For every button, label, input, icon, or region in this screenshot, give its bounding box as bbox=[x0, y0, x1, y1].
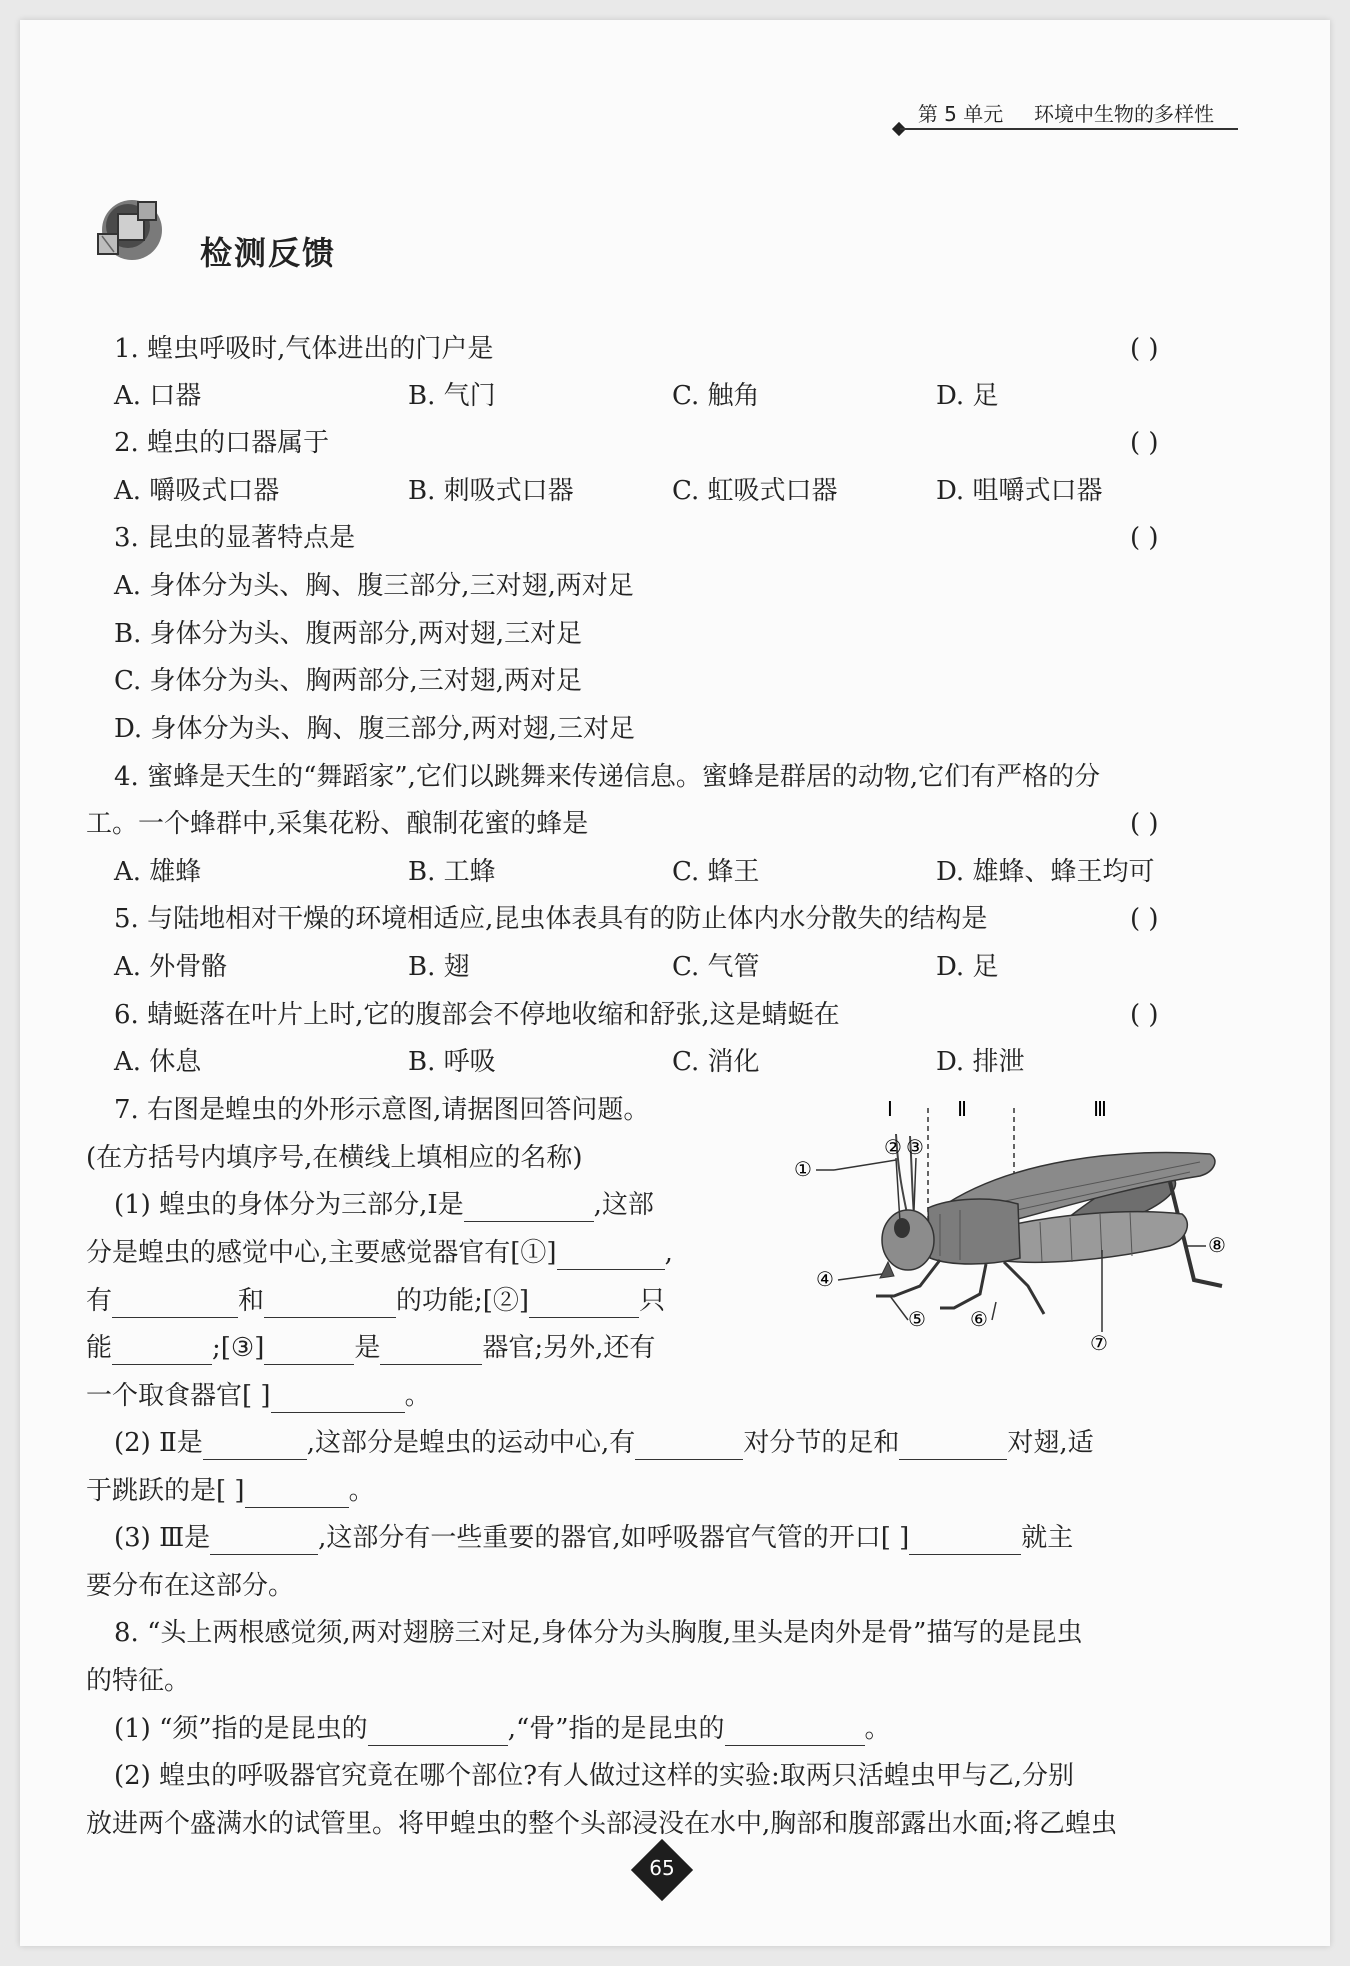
answer-blank[interactable] bbox=[557, 1243, 665, 1270]
q5-option-b: B. 翅 bbox=[408, 952, 470, 982]
q7-p1-text: (1) 蝗虫的身体分为三部分,Ⅰ是 bbox=[114, 1190, 464, 1220]
q2-option-b: B. 刺吸式口器 bbox=[408, 476, 574, 506]
answer-blank[interactable] bbox=[368, 1719, 508, 1746]
q7-p1-text: 的功能;[②] bbox=[396, 1286, 530, 1316]
q7-p1-text: 是 bbox=[354, 1333, 381, 1363]
mid-leg bbox=[940, 1264, 986, 1308]
q7-p2-line1 bbox=[114, 1426, 1094, 1460]
q7-p1-text: 分是蝗虫的感觉中心,主要感觉器官有[①] bbox=[86, 1238, 557, 1268]
answer-blank[interactable] bbox=[210, 1528, 318, 1555]
answer-blank[interactable] bbox=[203, 1433, 307, 1460]
answer-blank[interactable] bbox=[899, 1433, 1007, 1460]
q5-option-c: C. 气管 bbox=[672, 952, 760, 982]
q5-option-a: A. 外骨骼 bbox=[114, 952, 228, 982]
q5-option-d: D. 足 bbox=[936, 952, 999, 982]
figure-label-5: ⑤ bbox=[908, 1307, 926, 1331]
q7-p1-line5 bbox=[86, 1379, 431, 1413]
q7-p3-line1 bbox=[114, 1521, 1073, 1555]
q8-text: ,“骨”指的是昆虫的 bbox=[507, 1714, 725, 1744]
region-label-iii: Ⅲ bbox=[1093, 1097, 1107, 1121]
q7-p1-line3 bbox=[86, 1284, 665, 1318]
q4-option-c: C. 蜂王 bbox=[672, 857, 760, 887]
q2-option-a: A. 嚼吸式口器 bbox=[114, 476, 280, 506]
q1-option-d: D. 足 bbox=[936, 381, 999, 411]
figure-label-6: ⑥ bbox=[970, 1307, 988, 1331]
q7-p3-text: ,这部分有一些重要的器官,如呼吸器官气管的开口[ ] bbox=[318, 1523, 910, 1553]
answer-blank[interactable] bbox=[112, 1291, 238, 1318]
q3-answer-paren: ( ) bbox=[1130, 523, 1159, 553]
q5-answer-paren: ( ) bbox=[1130, 904, 1159, 934]
q8-sub1 bbox=[114, 1712, 891, 1746]
q7-p1-text: 能 bbox=[86, 1333, 113, 1363]
answer-blank[interactable] bbox=[464, 1195, 594, 1222]
q7-p2-text: 。 bbox=[348, 1476, 375, 1506]
q6-stem: 6. 蜻蜓落在叶片上时,它的腹部会不停地收缩和舒张,这是蜻蜓在 bbox=[114, 1000, 840, 1030]
header-unit: 第 5 单元 bbox=[917, 102, 1004, 126]
q7-p3-line2: 要分布在这部分。 bbox=[86, 1571, 295, 1601]
q4-line1: 4. 蜜蜂是天生的“舞蹈家”,它们以跳舞来传递信息。蜜蜂是群居的动物,它们有严格的分 bbox=[114, 762, 1101, 792]
q7-p2-text: 对分节的足和 bbox=[743, 1428, 900, 1458]
q8-text: (1) “须”指的是昆虫的 bbox=[114, 1714, 368, 1744]
q8-line1: 8. “头上两根感觉须,两对翅膀三对足,身体分为头胸腹,里头是肉外是骨”描写的是昆虫 bbox=[114, 1618, 1083, 1648]
head bbox=[882, 1210, 934, 1270]
q1-option-b: B. 气门 bbox=[408, 381, 496, 411]
q7-p2-text: 对翅,适 bbox=[1007, 1428, 1094, 1458]
figure-label-7: ⑦ bbox=[1090, 1331, 1108, 1355]
region-label-ii: Ⅱ bbox=[957, 1097, 967, 1121]
q7-p2-line2 bbox=[86, 1474, 375, 1508]
answer-blank[interactable] bbox=[245, 1481, 349, 1508]
q2-stem: 2. 蝗虫的口器属于 bbox=[114, 428, 330, 458]
q7-p2-text: ,这部分是蝗虫的运动中心,有 bbox=[306, 1428, 636, 1458]
q2-option-d: D. 咀嚼式口器 bbox=[936, 476, 1103, 506]
answer-blank[interactable] bbox=[264, 1338, 354, 1365]
q1-option-a: A. 口器 bbox=[114, 381, 202, 411]
q6-option-c: C. 消化 bbox=[672, 1047, 760, 1077]
q3-option-b: B. 身体分为头、腹两部分,两对翅,三对足 bbox=[114, 619, 583, 649]
thorax bbox=[928, 1199, 1020, 1264]
figure-label-4: ④ bbox=[816, 1267, 834, 1291]
figure-label-1: ① bbox=[794, 1157, 812, 1181]
region-label-i: Ⅰ bbox=[887, 1097, 893, 1121]
cube-section-icon bbox=[88, 196, 192, 268]
q7-p1-text: 。 bbox=[404, 1381, 431, 1411]
q6-answer-paren: ( ) bbox=[1130, 1000, 1159, 1030]
q7-p1-text: 器官;另外,还有 bbox=[482, 1333, 656, 1363]
q8-text: 。 bbox=[864, 1714, 891, 1744]
figure-label-2: ② bbox=[884, 1135, 902, 1159]
q7-p1-line4 bbox=[86, 1331, 655, 1365]
figure-label-8: ⑧ bbox=[1208, 1233, 1226, 1257]
q3-option-a: A. 身体分为头、胸、腹三部分,三对翅,两对足 bbox=[114, 571, 634, 601]
q7-p1-text: 有 bbox=[86, 1286, 113, 1316]
figure-label-3: ③ bbox=[906, 1135, 924, 1159]
q7-line2: (在方括号内填序号,在横线上填相应的名称) bbox=[86, 1143, 583, 1173]
q7-p1-text: , bbox=[664, 1238, 673, 1268]
q1-option-c: C. 触角 bbox=[672, 381, 760, 411]
page-number: 65 bbox=[649, 1856, 675, 1880]
q7-p1-text: ;[③] bbox=[212, 1333, 265, 1363]
answer-blank[interactable] bbox=[112, 1338, 212, 1365]
answer-blank[interactable] bbox=[725, 1719, 865, 1746]
answer-blank[interactable] bbox=[264, 1291, 396, 1318]
q4-line2: 工。一个蜂群中,采集花粉、酿制花蜜的蜂是 bbox=[86, 809, 589, 839]
grasshopper-figure bbox=[790, 1090, 1240, 1360]
q7-p3-text: (3) Ⅲ是 bbox=[114, 1523, 211, 1553]
q6-option-a: A. 休息 bbox=[114, 1047, 202, 1077]
answer-blank[interactable] bbox=[635, 1433, 743, 1460]
q1-answer-paren: ( ) bbox=[1130, 334, 1159, 364]
q7-p2-text: (2) Ⅱ是 bbox=[114, 1428, 203, 1458]
q4-answer-paren: ( ) bbox=[1130, 809, 1159, 839]
q4-option-a: A. 雄蜂 bbox=[114, 857, 202, 887]
q7-p1-text: 一个取食器官[ ] bbox=[86, 1381, 271, 1411]
answer-blank[interactable] bbox=[529, 1291, 639, 1318]
q2-option-c: C. 虹吸式口器 bbox=[672, 476, 838, 506]
q8-sub2-line1: (2) 蝗虫的呼吸器官究竟在哪个部位?有人做过这样的实验:取两只活蝗虫甲与乙,分别 bbox=[114, 1761, 1075, 1791]
q7-p1-line2 bbox=[86, 1236, 673, 1270]
answer-blank[interactable] bbox=[380, 1338, 482, 1365]
q8-line2: 的特征。 bbox=[86, 1666, 191, 1696]
q8-sub2-line2: 放进两个盛满水的试管里。将甲蝗虫的整个头部浸没在水中,胸部和腹部露出水面;将乙蝗虫 bbox=[86, 1809, 1118, 1839]
answer-blank[interactable] bbox=[909, 1528, 1021, 1555]
q7-p1-text: 只 bbox=[639, 1286, 666, 1316]
answer-blank[interactable] bbox=[271, 1386, 405, 1413]
q7-p1-text: ,这部 bbox=[593, 1190, 654, 1220]
worksheet-page bbox=[20, 20, 1330, 1946]
section-title: 检测反馈 bbox=[200, 234, 337, 272]
q5-stem: 5. 与陆地相对干燥的环境相适应,昆虫体表具有的防止体内水分散失的结构是 bbox=[114, 904, 988, 934]
q3-stem: 3. 昆虫的显著特点是 bbox=[114, 523, 356, 553]
q6-option-d: D. 排泄 bbox=[936, 1047, 1025, 1077]
q7-p3-text: 就主 bbox=[1021, 1523, 1074, 1553]
q7-p2-text: 于跳跃的是[ ] bbox=[86, 1476, 245, 1506]
q2-answer-paren: ( ) bbox=[1130, 428, 1159, 458]
q7-line1: 7. 右图是蝗虫的外形示意图,请据图回答问题。 bbox=[114, 1095, 650, 1125]
q7-p1-text: 和 bbox=[238, 1286, 265, 1316]
header-title: 环境中生物的多样性 bbox=[1034, 102, 1214, 126]
compound-eye bbox=[894, 1218, 910, 1238]
q3-option-d: D. 身体分为头、胸、腹三部分,两对翅,三对足 bbox=[114, 714, 635, 744]
q4-option-d: D. 雄蜂、蜂王均可 bbox=[936, 857, 1155, 887]
running-header bbox=[918, 98, 1214, 127]
q4-option-b: B. 工蜂 bbox=[408, 857, 496, 887]
header-rule bbox=[900, 128, 1238, 130]
q1-stem: 1. 蝗虫呼吸时,气体进出的门户是 bbox=[114, 334, 494, 364]
q6-option-b: B. 呼吸 bbox=[408, 1047, 496, 1077]
q3-option-c: C. 身体分为头、胸两部分,三对翅,两对足 bbox=[114, 666, 583, 696]
q7-p1-line1 bbox=[114, 1188, 654, 1222]
